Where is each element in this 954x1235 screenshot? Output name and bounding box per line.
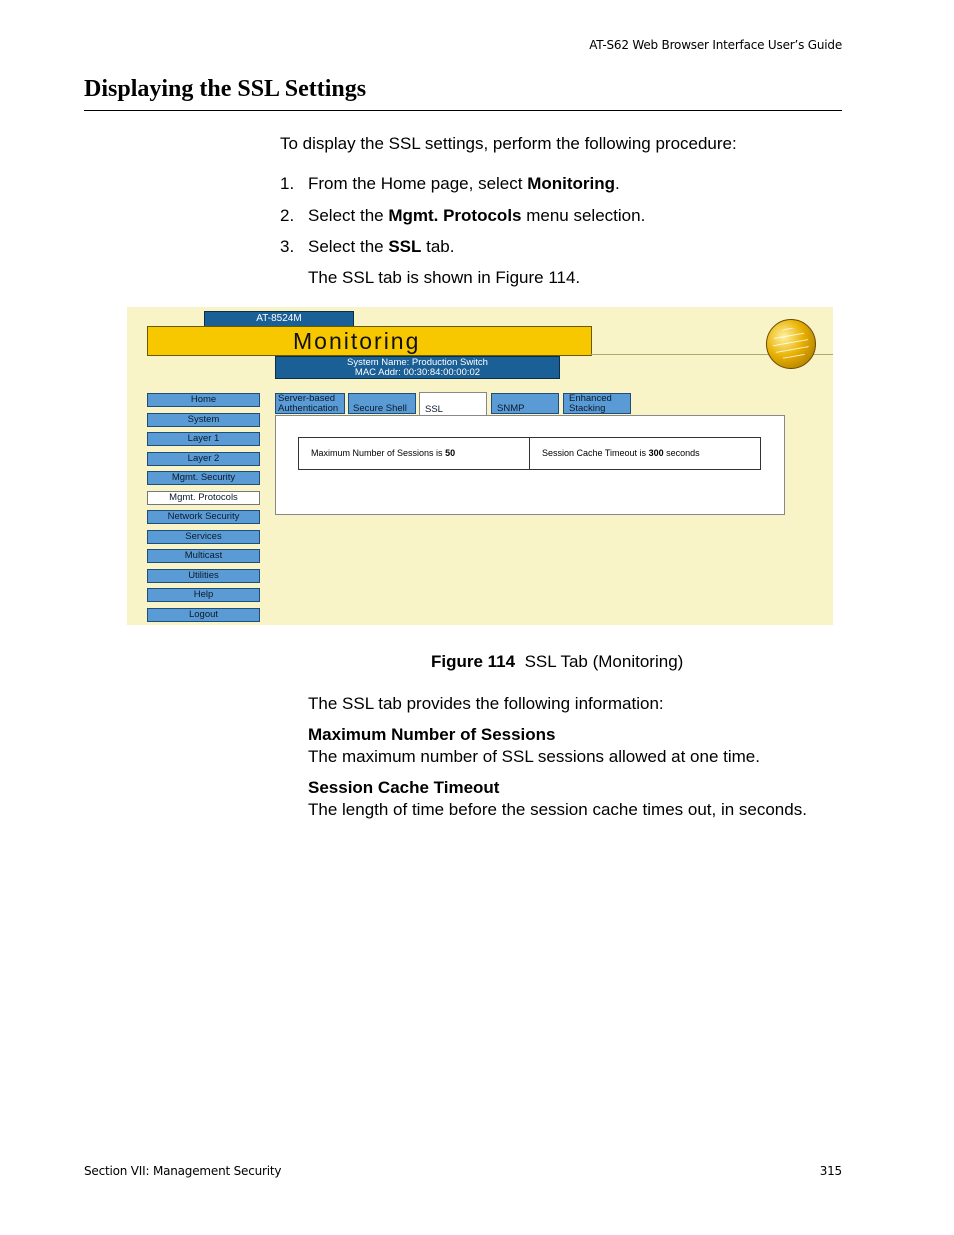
step-2 (0, 206, 954, 230)
cache-timeout-label: Session Cache Timeout is (542, 448, 647, 458)
step-3 (0, 237, 954, 261)
tab-snmp[interactable] (491, 393, 559, 414)
nav-logout[interactable]: Logout (147, 608, 260, 622)
step-number: 3. (280, 237, 295, 256)
step-text: . (615, 174, 620, 193)
figure-caption-text: SSL Tab (Monitoring) (524, 652, 684, 671)
term-cache-timeout: Session Cache Timeout (308, 778, 500, 797)
ssl-info-box (298, 437, 761, 470)
max-sessions-value: 50 (445, 448, 456, 458)
nav-services[interactable]: Services (147, 530, 260, 544)
ssl-tab-screenshot (127, 307, 833, 625)
tab-ssl[interactable] (419, 392, 487, 416)
tab-label: Secure Shell (353, 403, 407, 414)
tab-label: Enhanced (569, 393, 612, 404)
mac-address: MAC Addr: 00:30:84:00:00:02 (354, 367, 481, 378)
globe-logo-icon (766, 319, 816, 369)
nav-layer-1[interactable]: Layer 1 (147, 432, 260, 446)
monitoring-banner (147, 326, 592, 356)
intro-text: To display the SSL settings, perform the following procedure: (280, 134, 737, 153)
step-text: Select the (308, 237, 389, 256)
step-number: 1. (280, 174, 295, 193)
page-number: 315 (819, 1164, 842, 1178)
system-name: System Name: Production Switch (347, 357, 488, 368)
step-text: Select the (308, 206, 389, 225)
nav-home[interactable]: Home (147, 393, 260, 407)
nav-utilities[interactable]: Utilities (147, 569, 260, 583)
step-text: tab. (421, 237, 455, 256)
desc-cache-timeout: The length of time before the session cache times out, in seconds. (308, 800, 807, 819)
step-bold: Mgmt. Protocols (388, 206, 522, 225)
step-text: menu selection. (521, 206, 646, 225)
section-title: Displaying the SSL Settings (84, 76, 367, 102)
nav-mgmt-security[interactable]: Mgmt. Security (147, 471, 260, 485)
step-number: 2. (280, 206, 295, 225)
tab-server-based-authentication[interactable] (275, 393, 345, 414)
tab-label: Authentication (278, 403, 339, 414)
term-max-sessions: Maximum Number of Sessions (308, 725, 556, 744)
nav-network-security[interactable]: Network Security (147, 510, 260, 524)
figure-reference: The SSL tab is shown in Figure 114. (308, 268, 581, 287)
step-bold: SSL (388, 237, 422, 256)
tab-secure-shell[interactable] (348, 393, 416, 414)
cache-timeout-unit: seconds (666, 448, 700, 458)
tab-label: SSL (425, 404, 443, 415)
system-info-box (275, 356, 560, 379)
banner-title: Monitoring (293, 328, 421, 354)
desc-max-sessions: The maximum number of SSL sessions allowed at one time. (308, 747, 760, 766)
tab-enhanced-stacking[interactable] (563, 393, 631, 414)
title-rule (84, 110, 842, 111)
nav-system[interactable]: System (147, 413, 260, 427)
cache-timeout-value: 300 (648, 448, 664, 458)
max-sessions-cell (299, 438, 529, 469)
max-sessions-label: Maximum Number of Sessions is (311, 448, 443, 458)
step-1 (0, 174, 954, 198)
cache-timeout-cell (530, 438, 760, 469)
model-label: AT-8524M (204, 311, 354, 327)
running-header: AT-S62 Web Browser Interface User’s Guide (589, 38, 842, 52)
nav-layer-2[interactable]: Layer 2 (147, 452, 260, 466)
figure-label: Figure 114 (431, 652, 516, 671)
figure-caption (431, 652, 683, 672)
nav-help[interactable]: Help (147, 588, 260, 602)
ssl-settings-panel (275, 415, 785, 515)
globe-pattern (773, 328, 809, 360)
footer-section: Section VII: Management Security (84, 1164, 282, 1178)
tab-label: Stacking (569, 403, 606, 414)
tab-label: SNMP (497, 403, 525, 414)
step-text: From the Home page, select (308, 174, 528, 193)
step-bold: Monitoring (527, 174, 616, 193)
tab-label: Server-based (278, 393, 336, 404)
nav-mgmt-protocols[interactable]: Mgmt. Protocols (147, 491, 260, 505)
nav-multicast[interactable]: Multicast (147, 549, 260, 563)
provides-text: The SSL tab provides the following information: (308, 694, 664, 713)
